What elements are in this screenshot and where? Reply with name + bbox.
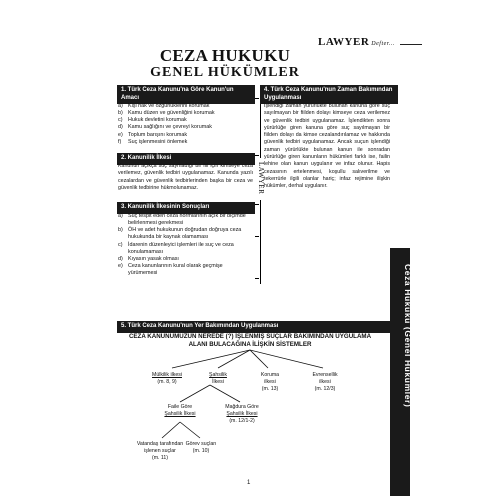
node-koruma: Koruma ilkesi (m. 13) xyxy=(260,372,280,393)
section-2-text: Kanunun açıkça suç saymadığı bir fiil için kimseye ceza verilemez, güvenlik tedbiri uygulanamaz. Kanunda yazılı cezalardan ve güvenlik tedbirlerinden başka bir ceza ve güvenlik tedbirine hükmolunamaz. xyxy=(118,163,253,191)
section-2-heading: 2. Kanunilik İlkesi xyxy=(117,153,255,165)
node-sahsilik: Şahsilik İlkesi xyxy=(209,372,227,386)
section-3-heading: 3. Kanunilik İlkesinin Sonuçları xyxy=(117,202,255,214)
node-vatandas: Vatandaş tarafından işlenen suçlar (m. 11) xyxy=(136,441,184,462)
sidebar-label: Ceza Hukuku (Genel Hükümler) xyxy=(403,264,413,408)
page-subtitle: GENEL HÜKÜMLER xyxy=(150,65,300,80)
connector-arrow xyxy=(250,350,323,368)
node-mulkilik: Mülkilik ilkesi (m. 8, 9) xyxy=(152,372,182,386)
node-magdura-gore: Mağdura Göre Şahsilik İlkesi (m. 12/1-2) xyxy=(225,404,259,425)
node-evrensellik: Evrensellik ilkesi (m. 12/3) xyxy=(312,372,338,393)
connector-arrow xyxy=(250,350,268,368)
list-item: e) Ceza kanunlarının kural olarak geçmişe yürümemesi xyxy=(118,262,223,276)
connector-arrow xyxy=(180,422,200,438)
chapter-sidebar xyxy=(390,248,413,496)
list-item: f) Suç işlenmesini önlemek xyxy=(118,138,188,145)
list-item: b) ÖH ve adet hukukunun doğrudan doğruya ceza hukukunda bir kaynak olamaması xyxy=(118,227,242,241)
node-faile-gore: Faile Göre Şahsilik İlkesi xyxy=(164,404,196,418)
diagram-title: CEZA KANUNUMUZUN NEREDE (?) İŞLENMİŞ SUÇLAR BAKIMINDAN UYGULAMA ALANI BULACAĞINA İLİŞKİN SİSTEMLER xyxy=(128,333,372,349)
section-4-heading: 4. Türk Ceza Kanunu'nun Zaman Bakımından Uygulanması xyxy=(260,85,398,104)
brand-sub: Defter... xyxy=(371,41,395,47)
list-item: a) Kişi hak ve özgürlüklerini korumak xyxy=(118,103,210,109)
list-item: c) İdarenin düzenleyici işlemleri ile suç ve ceza konulamaması xyxy=(118,241,234,255)
spine-label: LAWYER xyxy=(257,162,265,195)
list-item: e) Toplum barışını korumak xyxy=(118,131,188,138)
connector-arrow xyxy=(210,385,240,402)
page-number: 1 xyxy=(247,480,251,486)
connector-arrow xyxy=(180,385,210,402)
connector-arrow xyxy=(162,422,180,438)
page-title: CEZA HUKUKU xyxy=(159,46,291,65)
connector-arrow xyxy=(172,350,250,368)
connector-arrow xyxy=(218,350,250,368)
list-item: c) Hukuk devletini korumak xyxy=(118,117,187,124)
section-1-heading: 1. Türk Ceza Kanunu'na Göre Kanun'un Amacı xyxy=(117,85,255,104)
list-item: d) Kıyasın yasak olması xyxy=(118,255,179,262)
section-5-heading: 5. Türk Ceza Kanunu'nun Yer Bakımından Uygulanması xyxy=(117,321,390,333)
list-item: b) Kamu düzen ve güvenliğini korumak xyxy=(118,110,215,117)
section-4-text: İşlendiği zaman yürürlükte bulunan kanuna göre suç sayılmayan bir fiilden dolayı kimseye ceza verilemez ve güvenlik tedbiri uygulanamaz. İşlendikten sonra yürürlüğe giren kanuna göre suç sayılmayan bir fiilden dolayı da kimse cezalandırılamaz ve hakkında güvenlik tedbiri uygulanamaz. Ancak suçun işlendiği zaman yürürlükte bulunan kanun ile sonradan yürürlüğe giren kanunların hükümleri farklı ise, failin lehine olan kanun uygulanır ve infaz olunur. Hapis cezasının ertelenmesi, koşullu salıverilme ve tekerrürle ilgili olanlar hariç; infaz rejimine ilişkin hükümler, derhal uygulanır. xyxy=(264,103,390,190)
list-item: a) Suç tespit eden ceza normlarının açık bir biçimde belirlenmesi gerekmesi xyxy=(118,213,246,227)
list-item: d) Kamu sağlığını ve çevreyi korumak xyxy=(118,124,212,131)
node-gorev: Görev suçları (m. 10) xyxy=(185,441,217,455)
brand-name: LAWYER xyxy=(318,36,370,48)
